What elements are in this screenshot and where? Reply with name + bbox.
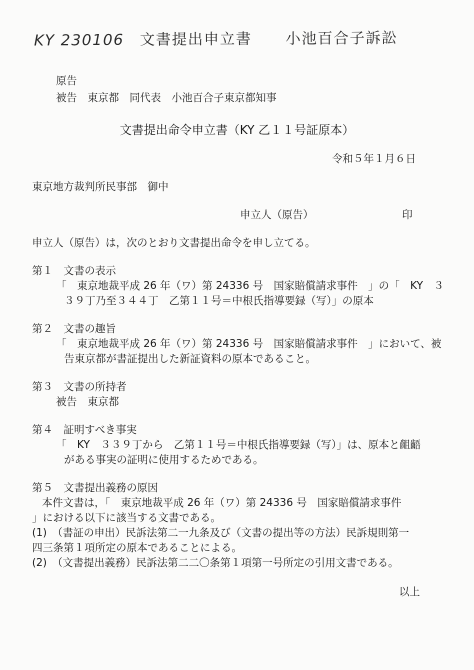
section-5-line-3: (1) （書証の申出）民訴法第二一九条及び（文書の提出等の方法）民訴規則第一 <box>32 527 410 539</box>
seal-mark: 印 <box>402 209 413 221</box>
plaintiff-line: 原告 <box>56 75 77 87</box>
section-1-line-2: ３９丁乃至３４４丁 乙第１１号＝中根氏指導要録（写）」の原本 <box>64 295 374 307</box>
section-5-heading: 第５ 文書提出義務の原因 <box>32 482 158 494</box>
section-1-heading: 第１ 文書の表示 <box>32 265 116 277</box>
section-2-line-2: 告東京都が書証提出した新証資料の原本であること。 <box>64 353 316 365</box>
handwritten-doc-type: 文書提出申立書 <box>139 29 252 49</box>
section-1-line-1: 「 東京地裁平成 26 年（ワ）第 24336 号 国家賠償請求事件 」の「 KY ３ <box>56 280 445 292</box>
section-5-line-5: (2) （文書提出義務）民訴法第二二〇条第１項第一号所定の引用文書である。 <box>32 557 399 569</box>
handwritten-header <box>34 27 454 56</box>
section-5-line-4: 四三条第１項所定の原本であることによる。 <box>32 542 242 554</box>
section-4-heading: 第４ 証明すべき事実 <box>32 424 137 436</box>
section-3-line-1: 被告 東京都 <box>56 396 119 408</box>
intro-statement: 申立人（原告）は，次のとおり文書提出命令を申し立てる。 <box>32 237 316 249</box>
section-3-heading: 第３ 文書の所持者 <box>32 381 127 393</box>
closing-mark: 以上 <box>399 586 420 598</box>
section-4-line-1: 「 KY ３３９丁から 乙第１１号＝中根氏指導要録（写）」は、原本と齟齬 <box>56 439 421 451</box>
handwritten-case-name: 小池百合子訴訟 <box>285 28 398 48</box>
defendant-line: 被告 東京都 同代表 小池百合子東京都知事 <box>56 92 277 104</box>
applicant-label: 申立人（原告） <box>240 209 314 221</box>
section-2-line-1: 「 東京地裁平成 26 年（ワ）第 24336 号 国家賠償請求事件 」において、被 <box>56 338 442 350</box>
section-5-line-2: 」における以下に該当する文書である。 <box>32 512 221 524</box>
section-2-heading: 第２ 文書の趣旨 <box>32 323 116 335</box>
handwritten-case-id: KY 230106 <box>33 30 125 50</box>
section-4-line-2: がある事実の証明に使用するためである。 <box>64 454 264 466</box>
section-5-line-1: 本件文書は，「 東京地裁平成 26 年（ワ）第 24336 号 国家賠償請求事件 <box>42 497 412 509</box>
court-addressee: 東京地方裁判所民事部 御中 <box>32 181 169 193</box>
document-date: 令和５年１月６日 <box>332 153 416 165</box>
document-title: 文書提出命令申立書（KY 乙１１号証原本） <box>119 123 355 137</box>
